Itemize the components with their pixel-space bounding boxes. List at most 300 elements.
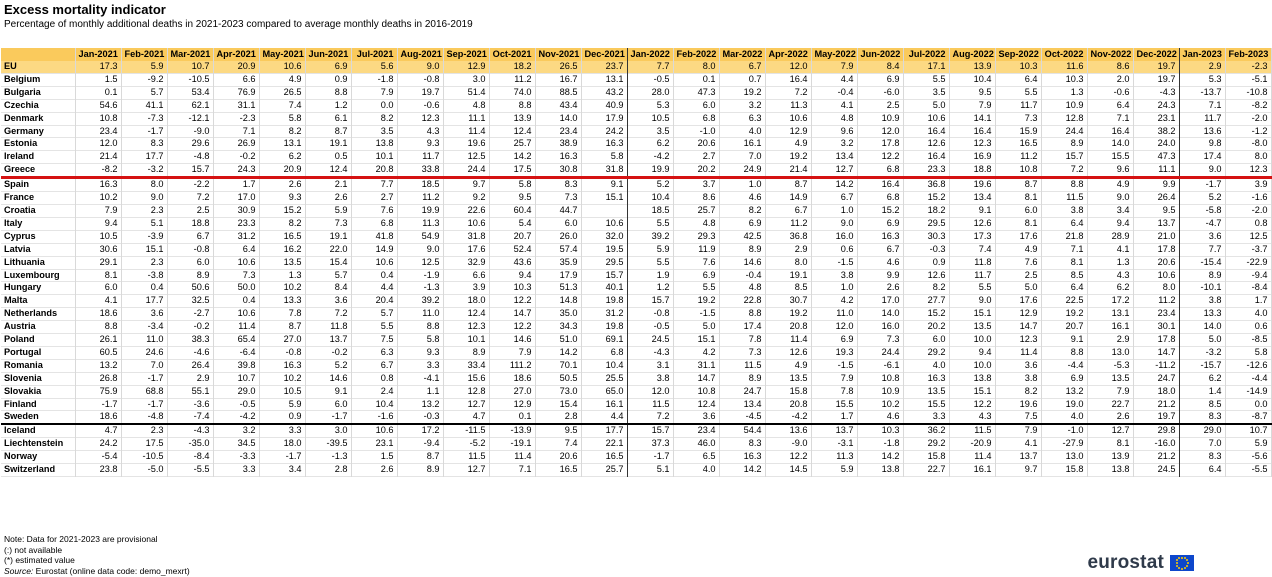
table-cell: 7.1 — [213, 125, 259, 138]
table-cell: 3.6 — [1179, 230, 1225, 243]
table-cell: 3.8 — [995, 372, 1041, 385]
table-cell: 4.3 — [397, 125, 443, 138]
table-cell: 12.6 — [949, 217, 995, 230]
table-cell: 14.0 — [857, 308, 903, 321]
table-cell: 11.7 — [995, 99, 1041, 112]
table-cell: 30.3 — [903, 230, 949, 243]
table-cell: 3.9 — [1225, 178, 1271, 192]
table-cell: -10.5 — [167, 73, 213, 86]
table-cell: 0.1 — [673, 73, 719, 86]
table-cell: 3.0 — [305, 424, 351, 437]
table-cell: 6.2 — [1179, 372, 1225, 385]
table-cell: 19.2 — [719, 86, 765, 99]
table-cell: 20.9 — [213, 61, 259, 73]
mortality-table — [1, 48, 1272, 477]
table-cell: 13.9 — [949, 61, 995, 73]
table-cell: 15.7 — [1041, 151, 1087, 164]
table-cell: 8.5 — [1041, 269, 1087, 282]
table-cell: 43.6 — [489, 256, 535, 269]
table-cell: 6.2 — [1087, 282, 1133, 295]
source-label: Source: — [4, 565, 34, 576]
header-mar-2021: Mar-2021 — [167, 48, 213, 61]
table-cell: 9.0 — [1179, 164, 1225, 178]
table-cell: 17.2 — [397, 424, 443, 437]
table-cell: 2.7 — [351, 192, 397, 205]
table-cell: 36.2 — [903, 424, 949, 437]
table-cell: 24.9 — [719, 164, 765, 178]
table-cell — [581, 204, 627, 217]
table-cell: 32.0 — [581, 230, 627, 243]
table-cell: 18.2 — [489, 61, 535, 73]
table-cell: 42.5 — [719, 230, 765, 243]
table-cell: 7.9 — [75, 204, 121, 217]
table-cell: 3.8 — [1041, 204, 1087, 217]
header-oct-2021: Oct-2021 — [489, 48, 535, 61]
table-cell: -9.4 — [1225, 269, 1271, 282]
table-cell: 29.0 — [213, 385, 259, 398]
table-cell: 1.7 — [1225, 295, 1271, 308]
table-cell: 8.7 — [765, 178, 811, 192]
table-cell: 17.9 — [535, 269, 581, 282]
table-cell: 11.2 — [489, 73, 535, 86]
table-cell: 35.0 — [535, 308, 581, 321]
table-cell: 15.8 — [765, 385, 811, 398]
table-cell: 20.7 — [1041, 321, 1087, 334]
table-cell: 10.9 — [857, 385, 903, 398]
table-cell: 4.3 — [1087, 269, 1133, 282]
table-cell: 15.5 — [1087, 151, 1133, 164]
table-cell: 17.8 — [857, 138, 903, 151]
table-cell: 76.9 — [213, 86, 259, 99]
table-cell: 11.8 — [305, 321, 351, 334]
table-cell: 14.7 — [995, 321, 1041, 334]
note-estimated: (*) estimated value — [4, 555, 75, 566]
table-cell: 21.8 — [1041, 230, 1087, 243]
table-cell: 2.6 — [259, 178, 305, 192]
table-cell: 24.7 — [719, 385, 765, 398]
table-cell: 5.1 — [121, 217, 167, 230]
table-cell: 24.6 — [121, 346, 167, 359]
header-nov-2022: Nov-2022 — [1087, 48, 1133, 61]
table-cell: -0.6 — [1087, 86, 1133, 99]
table-cell: -1.9 — [397, 269, 443, 282]
table-cell: 8.9 — [719, 243, 765, 256]
table-cell: 21.4 — [765, 164, 811, 178]
table-cell: 16.4 — [1087, 125, 1133, 138]
table-cell: 19.9 — [627, 164, 673, 178]
table-cell: 9.0 — [949, 295, 995, 308]
country-name: France — [1, 192, 75, 205]
table-cell: -1.5 — [811, 256, 857, 269]
source-text: Eurostat (online data code: demo_mexrt) — [33, 565, 190, 576]
table-cell: 8.0 — [121, 178, 167, 192]
table-cell: 8.3 — [121, 138, 167, 151]
table-cell: 24.0 — [1133, 138, 1179, 151]
country-name: Liechtenstein — [1, 438, 75, 451]
table-cell: 6.9 — [1041, 372, 1087, 385]
table-cell: 6.4 — [1087, 99, 1133, 112]
table-row — [1, 359, 1271, 372]
table-cell: 0.8 — [351, 372, 397, 385]
table-cell: -6.4 — [213, 346, 259, 359]
header-oct-2022: Oct-2022 — [1041, 48, 1087, 61]
table-cell: 9.9 — [1133, 178, 1179, 192]
table-cell: 35.9 — [535, 256, 581, 269]
table-cell: -14.9 — [1225, 385, 1271, 398]
table-cell: -5.8 — [1179, 204, 1225, 217]
table-cell: 12.0 — [627, 385, 673, 398]
table-cell: 18.5 — [627, 204, 673, 217]
table-cell: 6.0 — [673, 99, 719, 112]
table-cell: 14.8 — [535, 295, 581, 308]
table-cell: -8.0 — [1225, 138, 1271, 151]
table-cell: 2.8 — [535, 411, 581, 424]
table-cell: 23.4 — [75, 125, 121, 138]
table-cell: 29.5 — [581, 256, 627, 269]
table-cell: 2.6 — [305, 192, 351, 205]
table-cell: 2.9 — [167, 372, 213, 385]
table-cell: 6.4 — [1041, 282, 1087, 295]
table-cell: 15.4 — [305, 256, 351, 269]
table-cell: -5.5 — [167, 464, 213, 477]
table-cell: 1.3 — [1087, 256, 1133, 269]
table-cell: 51.0 — [535, 334, 581, 347]
header-blank — [1, 48, 75, 61]
table-cell: 13.1 — [259, 138, 305, 151]
table-cell: 2.6 — [351, 464, 397, 477]
table-cell: 41.1 — [121, 99, 167, 112]
table-cell: 19.1 — [305, 138, 351, 151]
table-cell: 43.2 — [581, 86, 627, 99]
table-cell: 9.4 — [75, 217, 121, 230]
table-cell: -3.9 — [121, 230, 167, 243]
table-cell: 7.5 — [995, 411, 1041, 424]
table-cell: 20.2 — [903, 321, 949, 334]
table-cell: 6.9 — [857, 73, 903, 86]
table-cell: 31.1 — [673, 359, 719, 372]
table-cell: 12.4 — [489, 125, 535, 138]
table-cell: 16.0 — [857, 321, 903, 334]
table-cell: 5.7 — [305, 269, 351, 282]
table-cell: 5.5 — [949, 282, 995, 295]
table-cell: 8.7 — [259, 321, 305, 334]
table-cell: 11.4 — [443, 125, 489, 138]
table-cell: 1.7 — [213, 178, 259, 192]
table-cell: 9.5 — [489, 192, 535, 205]
table-cell: 16.9 — [949, 151, 995, 164]
table-cell: 13.3 — [259, 295, 305, 308]
table-cell: 4.1 — [811, 99, 857, 112]
header-jun-2022: Jun-2022 — [857, 48, 903, 61]
header-apr-2021: Apr-2021 — [213, 48, 259, 61]
table-cell: -1.7 — [305, 411, 351, 424]
table-cell: 1.0 — [811, 282, 857, 295]
table-row — [1, 451, 1271, 464]
table-cell: 15.7 — [627, 295, 673, 308]
table-cell: -39.5 — [305, 438, 351, 451]
table-cell: 1.4 — [1179, 385, 1225, 398]
table-cell: 17.5 — [489, 164, 535, 178]
table-cell: 7.7 — [351, 178, 397, 192]
table-cell: -13.7 — [1179, 86, 1225, 99]
table-cell: 15.1 — [673, 334, 719, 347]
table-cell: 15.7 — [581, 269, 627, 282]
table-cell: 9.3 — [397, 346, 443, 359]
table-cell: 24.2 — [581, 125, 627, 138]
table-cell: 7.3 — [995, 112, 1041, 125]
table-cell: 9.9 — [857, 269, 903, 282]
table-cell: 14.1 — [949, 112, 995, 125]
table-row — [1, 112, 1271, 125]
table-cell: 1.3 — [259, 269, 305, 282]
table-cell: 14.6 — [305, 372, 351, 385]
table-cell: 16.1 — [719, 138, 765, 151]
table-cell: 13.1 — [581, 73, 627, 86]
table-cell: -0.3 — [397, 411, 443, 424]
table-cell: 11.4 — [765, 334, 811, 347]
table-cell: 13.7 — [305, 334, 351, 347]
table-cell: 3.3 — [903, 411, 949, 424]
table-cell: 10.5 — [75, 230, 121, 243]
table-cell: 12.2 — [489, 321, 535, 334]
table-cell: 10.8 — [857, 372, 903, 385]
table-cell: 3.6 — [305, 295, 351, 308]
table-cell: -1.5 — [811, 359, 857, 372]
table-cell: -0.2 — [213, 151, 259, 164]
table-cell: 4.1 — [75, 295, 121, 308]
header-dec-2021: Dec-2021 — [581, 48, 627, 61]
table-cell: -3.4 — [121, 321, 167, 334]
table-cell: 16.3 — [535, 151, 581, 164]
table-cell: 29.8 — [1133, 424, 1179, 437]
table-cell: 6.8 — [857, 164, 903, 178]
table-cell: 17.2 — [1087, 295, 1133, 308]
table-cell: 1.0 — [811, 204, 857, 217]
table-cell: 3.3 — [397, 359, 443, 372]
table-cell: 18.5 — [397, 178, 443, 192]
table-cell: 5.9 — [259, 398, 305, 411]
table-cell: 8.9 — [397, 464, 443, 477]
table-cell: 12.0 — [75, 138, 121, 151]
table-cell: 6.9 — [305, 61, 351, 73]
table-cell: 9.4 — [949, 346, 995, 359]
table-cell: 5.6 — [351, 61, 397, 73]
table-cell: 16.3 — [581, 138, 627, 151]
table-cell: 3.6 — [673, 411, 719, 424]
table-cell: 10.3 — [1041, 73, 1087, 86]
table-cell: 16.3 — [75, 178, 121, 192]
table-cell: 8.1 — [1041, 256, 1087, 269]
country-name: Czechia — [1, 99, 75, 112]
table-cell: -2.0 — [1225, 112, 1271, 125]
table-cell: 39.2 — [627, 230, 673, 243]
table-cell: -6.1 — [857, 359, 903, 372]
table-cell: 11.5 — [443, 451, 489, 464]
table-cell: 11.0 — [397, 308, 443, 321]
table-cell: 9.8 — [1179, 138, 1225, 151]
table-cell: 24.4 — [857, 346, 903, 359]
table-cell: -1.6 — [1225, 192, 1271, 205]
table-cell: 4.0 — [673, 464, 719, 477]
table-cell: 10.3 — [489, 282, 535, 295]
chart-title: Excess mortality indicator — [4, 2, 166, 17]
table-cell: 13.1 — [1087, 308, 1133, 321]
table-cell: 5.9 — [305, 204, 351, 217]
table-cell: 8.5 — [765, 282, 811, 295]
table-cell: 29.6 — [167, 138, 213, 151]
table-cell: 12.3 — [995, 334, 1041, 347]
table-cell: 68.8 — [121, 385, 167, 398]
table-cell: 24.5 — [1133, 464, 1179, 477]
header-feb-2021: Feb-2021 — [121, 48, 167, 61]
table-cell: 3.6 — [121, 308, 167, 321]
table-cell: -1.7 — [121, 125, 167, 138]
header-sep-2021: Sep-2021 — [443, 48, 489, 61]
table-cell: 5.0 — [995, 282, 1041, 295]
country-name: EU — [1, 61, 75, 73]
table-cell: 1.5 — [351, 451, 397, 464]
table-cell: 4.7 — [75, 424, 121, 437]
table-cell: 8.2 — [351, 112, 397, 125]
table-cell: 10.6 — [765, 112, 811, 125]
table-cell: -15.4 — [1179, 256, 1225, 269]
table-cell: 2.0 — [1087, 73, 1133, 86]
table-cell: -0.2 — [167, 321, 213, 334]
table-cell: -11.5 — [443, 424, 489, 437]
table-cell: 24.4 — [1041, 125, 1087, 138]
table-cell: -4.3 — [627, 346, 673, 359]
table-cell: 13.7 — [995, 451, 1041, 464]
table-cell: 7.5 — [351, 334, 397, 347]
table-cell: 3.5 — [903, 86, 949, 99]
country-name: Belgium — [1, 73, 75, 86]
table-cell: -1.7 — [121, 372, 167, 385]
table-cell: 27.0 — [259, 334, 305, 347]
table-cell: 5.5 — [627, 256, 673, 269]
table-cell: -12.6 — [1225, 359, 1271, 372]
country-name: Denmark — [1, 112, 75, 125]
table-cell: 2.7 — [673, 151, 719, 164]
table-cell: 2.6 — [1087, 411, 1133, 424]
table-cell: 14.2 — [489, 151, 535, 164]
table-cell: 26.4 — [1133, 192, 1179, 205]
table-cell: 17.7 — [581, 424, 627, 437]
table-cell: 54.9 — [397, 230, 443, 243]
table-cell: 14.7 — [673, 372, 719, 385]
table-cell: 36.8 — [903, 178, 949, 192]
table-cell: 15.1 — [581, 192, 627, 205]
table-cell: 9.1 — [1041, 334, 1087, 347]
table-cell: 4.4 — [351, 282, 397, 295]
table-cell: -7.4 — [167, 411, 213, 424]
table-cell: 8.0 — [1225, 151, 1271, 164]
table-cell: 9.0 — [397, 61, 443, 73]
table-cell: 21.0 — [1133, 230, 1179, 243]
table-cell: 6.8 — [673, 112, 719, 125]
table-row — [1, 178, 1271, 192]
table-cell: 44.7 — [535, 204, 581, 217]
table-cell: 6.3 — [351, 346, 397, 359]
table-cell: 6.6 — [213, 73, 259, 86]
table-cell: 55.1 — [167, 385, 213, 398]
table-cell: 2.9 — [765, 243, 811, 256]
table-cell: -1.7 — [627, 451, 673, 464]
table-cell: 16.5 — [535, 464, 581, 477]
table-cell: 1.9 — [627, 269, 673, 282]
table-cell: 14.7 — [1133, 346, 1179, 359]
table-cell: 6.7 — [857, 243, 903, 256]
table-cell: 31.2 — [213, 230, 259, 243]
table-cell: 32.9 — [443, 256, 489, 269]
table-cell: -8.2 — [1225, 99, 1271, 112]
table-cell: 13.8 — [1087, 464, 1133, 477]
table-cell: 9.5 — [535, 424, 581, 437]
table-cell: -10.5 — [121, 451, 167, 464]
table-cell: 13.5 — [903, 385, 949, 398]
table-cell: 20.6 — [1133, 256, 1179, 269]
table-cell: -0.8 — [397, 73, 443, 86]
table-row — [1, 151, 1271, 164]
table-cell: 2.5 — [857, 99, 903, 112]
table-cell: 18.6 — [489, 372, 535, 385]
table-cell: 0.8 — [1225, 217, 1271, 230]
table-cell: 4.0 — [719, 125, 765, 138]
table-cell: 37.3 — [627, 438, 673, 451]
table-cell: 10.8 — [673, 385, 719, 398]
table-cell: 7.7 — [627, 61, 673, 73]
table-cell: 13.4 — [949, 192, 995, 205]
table-cell: 14.2 — [811, 178, 857, 192]
table-cell: 17.3 — [949, 230, 995, 243]
table-cell: 27.7 — [903, 295, 949, 308]
table-cell: 4.0 — [1041, 411, 1087, 424]
table-cell: 10.2 — [75, 192, 121, 205]
country-name: Norway — [1, 451, 75, 464]
table-cell: 7.9 — [949, 99, 995, 112]
table-cell: 13.8 — [857, 464, 903, 477]
table-cell: 12.7 — [811, 164, 857, 178]
table-cell: 13.2 — [397, 398, 443, 411]
table-cell: 12.4 — [673, 398, 719, 411]
table-cell: 6.7 — [351, 359, 397, 372]
table-cell: 13.7 — [811, 424, 857, 437]
table-cell: -0.3 — [903, 243, 949, 256]
table-cell: 10.0 — [949, 334, 995, 347]
table-cell: 8.5 — [1179, 398, 1225, 411]
table-cell: 18.6 — [75, 308, 121, 321]
country-name: Bulgaria — [1, 86, 75, 99]
table-cell: -9.0 — [765, 438, 811, 451]
flag-star — [1178, 567, 1180, 569]
header-feb-2023: Feb-2023 — [1225, 48, 1271, 61]
table-cell: 10.6 — [351, 256, 397, 269]
table-cell: 11.0 — [811, 308, 857, 321]
table-cell: 2.5 — [167, 204, 213, 217]
table-cell: 19.3 — [811, 346, 857, 359]
table-cell: 4.9 — [765, 359, 811, 372]
country-name: Poland — [1, 334, 75, 347]
table-cell: 11.4 — [995, 346, 1041, 359]
table-cell: 7.9 — [351, 86, 397, 99]
table-cell: 4.4 — [811, 73, 857, 86]
table-cell: 10.6 — [443, 217, 489, 230]
table-cell: 15.7 — [627, 424, 673, 437]
table-cell: 8.1 — [75, 269, 121, 282]
table-cell: -2.7 — [167, 308, 213, 321]
table-cell: 5.3 — [627, 99, 673, 112]
table-cell: 5.1 — [627, 464, 673, 477]
table-cell: 7.4 — [949, 243, 995, 256]
